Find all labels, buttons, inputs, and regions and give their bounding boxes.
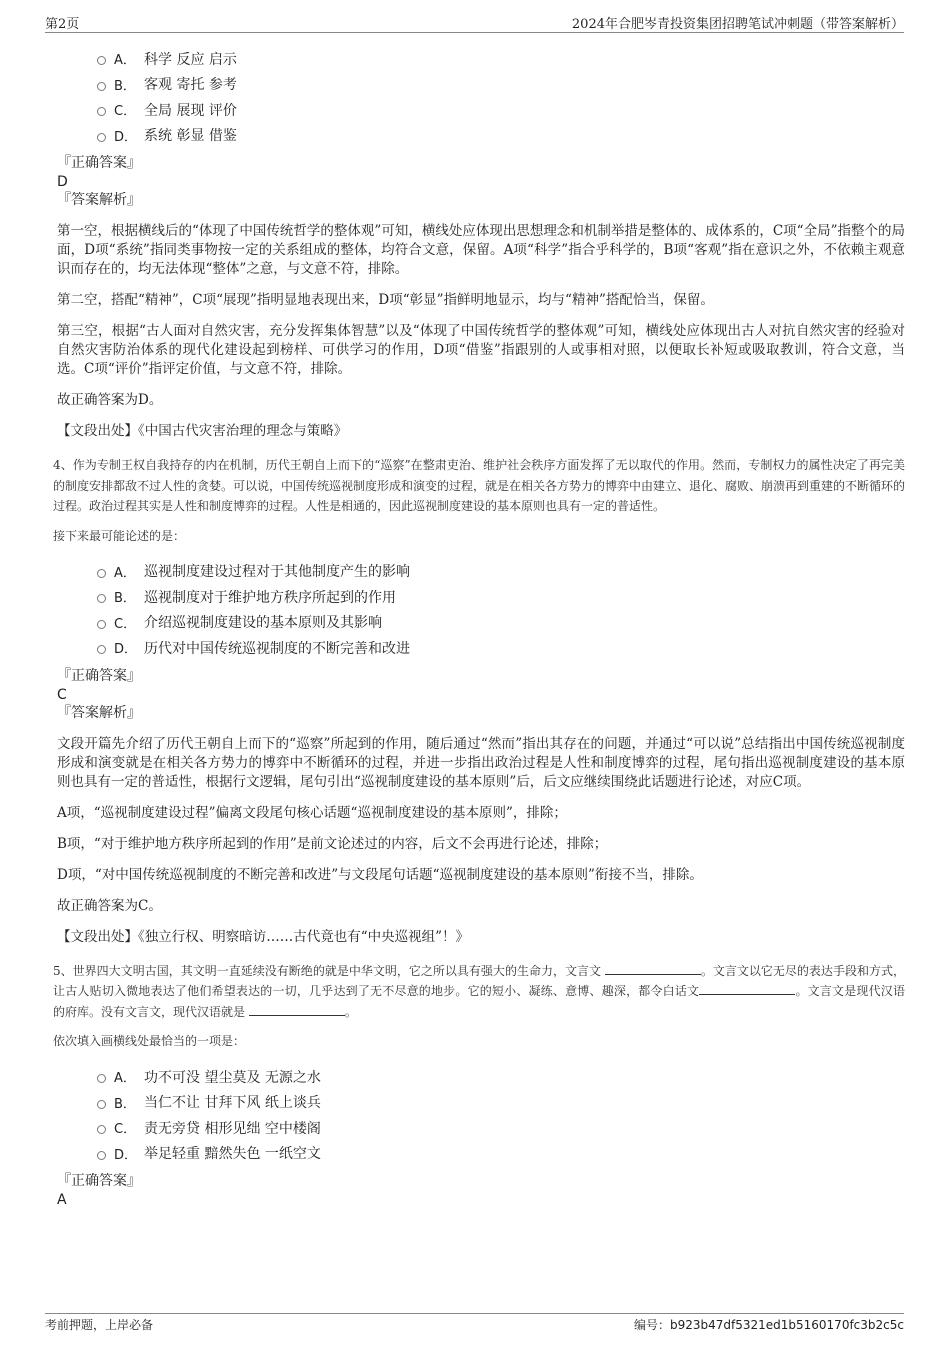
- q5-option-c[interactable]: C． 责无旁贷 相形见绌 空中楼阁: [97, 1115, 905, 1141]
- q3-option-a[interactable]: A． 科学 反应 启示: [97, 46, 905, 72]
- q4-option-b[interactable]: B． 巡视制度对于维护地方秩序所起到的作用: [97, 584, 905, 610]
- q3-analysis-label: 『答案解析』: [57, 192, 141, 208]
- q3-option-d[interactable]: D． 系统 彰显 借鉴: [97, 123, 905, 149]
- q4-stem: 4、作为专制王权自我持存的内在机制，历代王朝自上而下的“巡察”在整肃吏治、维护社会秩序方面发挥了无以取代的作用。然而，专制权力的属性决定了再完美的制度安排都敌不过人性的贪婪。可以说，中国传统巡视制度形成和演变的过程，就是在相关各方势力的博弈中由建立、退化、腐败、崩溃再到重建的不断循环的过程。政治过程其实是人性和制度博弈的过程。人性是相通的，因此巡视制度建设的基本原则也具有一定的普适性。: [53, 458, 906, 513]
- q5-stem: 5、世界四大文明古国，其文明一直延续没有断绝的就是中华文明，它之所以具有强大的生命力，文言文 。文言文以它无尽的表达手段和方式，让古人贴切入微地表达了他们希望表达的一切，几乎达到了无不尽意的地步。它的短小、凝练、意博、趣深，都令白话文 。文言文是现代汉语的府库。没有文言文，现代汉语就是 。: [53, 963, 905, 1019]
- q4-answer: C: [57, 686, 67, 703]
- q4-options: [97, 559, 905, 661]
- radio-icon[interactable]: [97, 569, 106, 578]
- fill-blank-3[interactable]: [249, 1003, 345, 1016]
- radio-icon[interactable]: [97, 1074, 106, 1083]
- footer-code: 编号：b923b47df5321ed1b5160170fc3b2c5c: [633, 1318, 904, 1332]
- q4-option-c[interactable]: C． 介绍巡视制度建设的基本原则及其影响: [97, 610, 905, 636]
- fill-blank-1[interactable]: [605, 962, 701, 975]
- q4-source: 【文段出处】《独立行权、明察暗访……古代竟也有“中央巡视组”！》: [57, 928, 470, 945]
- q3-analysis-p2: 第二空，搭配“精神”，C项“展现”指明显地表现出来，D项“彰显”指鲜明地显示，均与“精神”搭配恰当，保留。: [57, 292, 714, 308]
- q4-prompt: 接下来最可能论述的是：: [53, 528, 186, 543]
- radio-icon[interactable]: [97, 133, 106, 142]
- radio-icon[interactable]: [97, 645, 106, 654]
- q5-option-a[interactable]: A． 功不可没 望尘莫及 无源之水: [97, 1064, 905, 1090]
- footer-slogan: 考前押题，上岸必备: [45, 1318, 154, 1332]
- q5-answer: A: [57, 1192, 67, 1208]
- page-number: 第2页: [45, 17, 80, 32]
- q3-option-c[interactable]: C． 全局 展现 评价: [97, 97, 905, 123]
- q3-analysis-p1: 第一空，根据横线后的“体现了中国传统哲学的整体观”可知，横线处应体现出思想理念和机制举措是整体的、成体系的，C项“全局”指整个的局面，D项“系统”指同类事物按一定的关系组成的整体，均符合文意，保留。A项“科学”指合乎科学的，B项“客观”指在意识之外，不依赖主观意识而存在的，均无法体现“整体”之意，与文意不符，排除。: [57, 223, 905, 277]
- footer-divider: [45, 1313, 904, 1314]
- q3-analysis-p3: 第三空，根据“古人面对自然灾害，充分发挥集体智慧”以及“体现了中国传统哲学的整体观”可知，横线处应体现出古人对抗自然灾害的经验对自然灾害防治体系的现代化建设起到榜样、可供学习的作用，D项“借鉴”指跟别的人或事相对照，以便取长补短或吸取教训，符合文意，当选。C项“评价”指评定价值，与文意不符，排除。: [57, 323, 905, 377]
- q3-answer-label: 『正确答案』: [57, 155, 141, 171]
- fill-blank-2[interactable]: [699, 982, 795, 995]
- q3-options: [97, 46, 905, 148]
- radio-icon[interactable]: [97, 1125, 106, 1134]
- document-title: 2024年合肥岑青投资集团招聘笔试冲刺题（带答案解析）: [571, 17, 904, 32]
- radio-icon[interactable]: [97, 107, 106, 116]
- radio-icon[interactable]: [97, 56, 106, 65]
- radio-icon[interactable]: [97, 1100, 106, 1109]
- q5-options: [97, 1064, 905, 1166]
- q5-option-d[interactable]: D． 举足轻重 黯然失色 一纸空文: [97, 1141, 905, 1167]
- q4-option-d[interactable]: D． 历代对中国传统巡视制度的不断完善和改进: [97, 635, 905, 661]
- radio-icon[interactable]: [97, 594, 106, 603]
- q4-analysis-d: D项，“对中国传统巡视制度的不断完善和改进”与文段尾句话题“巡视制度建设的基本原则”衔接不当，排除。: [57, 866, 703, 883]
- q4-conclusion: 故正确答案为C。: [57, 897, 162, 914]
- header-divider: [45, 32, 904, 33]
- q4-answer-label: 『正确答案』: [57, 667, 141, 684]
- q4-option-a[interactable]: A． 巡视制度建设过程对于其他制度产生的影响: [97, 559, 905, 585]
- page-content: [45, 46, 905, 1209]
- q4-analysis-a: A项，“巡视制度建设过程”偏离文段尾句核心话题“巡视制度建设的基本原则”，排除；: [57, 804, 567, 821]
- q3-answer: D: [57, 174, 68, 190]
- q5-answer-label: 『正确答案』: [57, 1173, 141, 1189]
- page-header: [0, 0, 950, 34]
- radio-icon[interactable]: [97, 1151, 106, 1160]
- q4-analysis-label: 『答案解析』: [57, 704, 141, 721]
- radio-icon[interactable]: [97, 620, 106, 629]
- q3-conclusion: 故正确答案为D。: [57, 392, 163, 408]
- q5-prompt: 依次填入画横线处最恰当的一项是：: [53, 1034, 246, 1048]
- q4-analysis-p1: 文段开篇先介绍了历代王朝自上而下的“巡察”所起到的作用，随后通过“然而”指出其存在的问题，并通过“可以说”总结指出中国传统巡视制度形成和演变就是在相关各方势力的博弈中不断循环的过程，并进一步指出政治过程是人性和制度博弈的过程，尾句指出巡视制度建设的基本原则也具有一定的普适性，根据行文逻辑，尾句引出“巡视制度建设的基本原则”后，后文应继续围绕此话题进行论述，对应C项。: [57, 735, 905, 790]
- q3-source: 【文段出处】《中国古代灾害治理的理念与策略》: [57, 423, 348, 439]
- q5-option-b[interactable]: B． 当仁不让 甘拜下风 纸上谈兵: [97, 1090, 905, 1116]
- q3-option-b[interactable]: B． 客观 寄托 参考: [97, 72, 905, 98]
- q4-analysis-b: B项，“对于维护地方秩序所起到的作用”是前文论述过的内容，后文不会再进行论述，排除；: [57, 835, 608, 852]
- radio-icon[interactable]: [97, 82, 106, 91]
